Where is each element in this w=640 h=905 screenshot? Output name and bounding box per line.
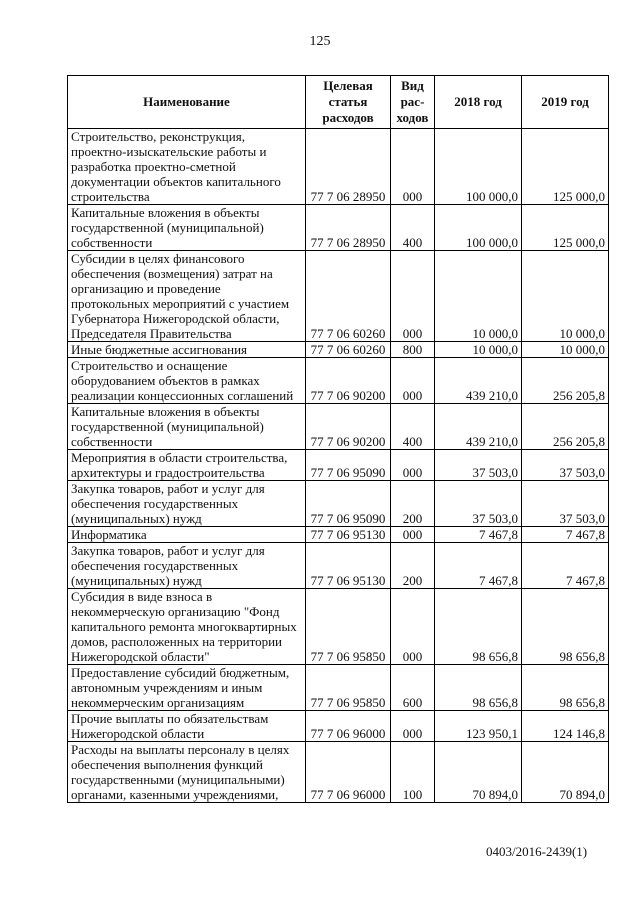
table-row — [68, 205, 609, 251]
cell-2018: 7 467,8 — [435, 527, 522, 543]
cell-2018: 37 503,0 — [435, 450, 522, 481]
cell-2019: 256 205,8 — [522, 358, 609, 404]
cell-2018: 70 894,0 — [435, 742, 522, 803]
header-vid: Вид рас-ходов — [391, 76, 435, 129]
cell-target-code: 77 7 06 28950 — [306, 205, 391, 251]
cell-2018: 123 950,1 — [435, 711, 522, 742]
cell-expense-type: 200 — [391, 481, 435, 527]
cell-target-code: 77 7 06 90200 — [306, 358, 391, 404]
cell-2019: 10 000,0 — [522, 342, 609, 358]
cell-name: Субсидия в виде взноса в некоммерческую организацию "Фонд капитального ремонта многоквартирных домов, расположенных на территории Нижегородской области" — [68, 589, 306, 665]
cell-target-code: 77 7 06 95090 — [306, 450, 391, 481]
cell-name: Расходы на выплаты персоналу в целях обеспечения выполнения функций государственными (муниципальными) органами, казенными учреждениями, — [68, 742, 306, 803]
table-row — [68, 589, 609, 665]
header-name: Наименование — [68, 76, 306, 129]
table-row — [68, 665, 609, 711]
cell-expense-type: 100 — [391, 742, 435, 803]
cell-name: Субсидии в целях финансового обеспечения (возмещения) затрат на организацию и проведение протокольных мероприятий с участием Губернатора Нижегородской области, Председателя Правительства — [68, 251, 306, 342]
cell-2018: 10 000,0 — [435, 342, 522, 358]
table-row — [68, 342, 609, 358]
cell-target-code: 77 7 06 60260 — [306, 342, 391, 358]
cell-2019: 37 503,0 — [522, 481, 609, 527]
cell-2019: 37 503,0 — [522, 450, 609, 481]
cell-expense-type: 000 — [391, 358, 435, 404]
table-row — [68, 543, 609, 589]
table-row — [68, 742, 609, 803]
cell-2018: 439 210,0 — [435, 358, 522, 404]
cell-expense-type: 000 — [391, 711, 435, 742]
cell-name: Иные бюджетные ассигнования — [68, 342, 306, 358]
cell-2019: 7 467,8 — [522, 527, 609, 543]
table-row — [68, 404, 609, 450]
cell-target-code: 77 7 06 28950 — [306, 129, 391, 205]
table-body — [68, 129, 609, 803]
cell-expense-type: 000 — [391, 527, 435, 543]
cell-expense-type: 000 — [391, 251, 435, 342]
cell-2019: 10 000,0 — [522, 251, 609, 342]
cell-name: Закупка товаров, работ и услуг для обеспечения государственных (муниципальных) нужд — [68, 481, 306, 527]
cell-expense-type: 000 — [391, 589, 435, 665]
cell-name: Капитальные вложения в объекты государственной (муниципальной) собственности — [68, 205, 306, 251]
cell-2018: 37 503,0 — [435, 481, 522, 527]
cell-expense-type: 000 — [391, 450, 435, 481]
table-row — [68, 527, 609, 543]
cell-2018: 100 000,0 — [435, 129, 522, 205]
header-code: Целевая статья расходов — [306, 76, 391, 129]
header-2019: 2019 год — [522, 76, 609, 129]
cell-2018: 10 000,0 — [435, 251, 522, 342]
budget-table — [67, 75, 609, 803]
cell-target-code: 77 7 06 60260 — [306, 251, 391, 342]
page-number: 125 — [309, 34, 331, 49]
cell-target-code: 77 7 06 95850 — [306, 589, 391, 665]
cell-2019: 70 894,0 — [522, 742, 609, 803]
cell-2019: 98 656,8 — [522, 589, 609, 665]
table-row — [68, 358, 609, 404]
cell-expense-type: 800 — [391, 342, 435, 358]
cell-name: Закупка товаров, работ и услуг для обеспечения государственных (муниципальных) нужд — [68, 543, 306, 589]
cell-2019: 98 656,8 — [522, 665, 609, 711]
table-row — [68, 129, 609, 205]
header-2018: 2018 год — [435, 76, 522, 129]
cell-2019: 124 146,8 — [522, 711, 609, 742]
cell-2018: 439 210,0 — [435, 404, 522, 450]
cell-name: Строительство и оснащение оборудованием объектов в рамках реализации концессионных соглашений — [68, 358, 306, 404]
cell-expense-type: 200 — [391, 543, 435, 589]
cell-2018: 100 000,0 — [435, 205, 522, 251]
cell-target-code: 77 7 06 95850 — [306, 665, 391, 711]
cell-expense-type: 600 — [391, 665, 435, 711]
table-row — [68, 450, 609, 481]
cell-target-code: 77 7 06 95130 — [306, 543, 391, 589]
cell-2018: 98 656,8 — [435, 665, 522, 711]
cell-target-code: 77 7 06 96000 — [306, 742, 391, 803]
cell-name: Предоставление субсидий бюджетным, автономным учреждениям и иным некоммерческим организациям — [68, 665, 306, 711]
cell-2018: 98 656,8 — [435, 589, 522, 665]
cell-expense-type: 400 — [391, 404, 435, 450]
document-code: 0403/2016-2439(1) — [486, 844, 588, 859]
cell-name: Строительство, реконструкция, проектно-изыскательские работы и разработка проектно-сметной документации объектов капитального строительства — [68, 129, 306, 205]
cell-2019: 7 467,8 — [522, 543, 609, 589]
cell-expense-type: 000 — [391, 129, 435, 205]
table-header-row — [68, 76, 609, 129]
cell-expense-type: 400 — [391, 205, 435, 251]
cell-name: Капитальные вложения в объекты государственной (муниципальной) собственности — [68, 404, 306, 450]
cell-target-code: 77 7 06 95130 — [306, 527, 391, 543]
cell-2019: 125 000,0 — [522, 129, 609, 205]
table-row — [68, 711, 609, 742]
cell-target-code: 77 7 06 95090 — [306, 481, 391, 527]
cell-2018: 7 467,8 — [435, 543, 522, 589]
cell-2019: 125 000,0 — [522, 205, 609, 251]
cell-name: Мероприятия в области строительства, архитектуры и градостроительства — [68, 450, 306, 481]
table-row — [68, 251, 609, 342]
cell-2019: 256 205,8 — [522, 404, 609, 450]
cell-target-code: 77 7 06 96000 — [306, 711, 391, 742]
cell-name: Прочие выплаты по обязательствам Нижегородской области — [68, 711, 306, 742]
table-row — [68, 481, 609, 527]
cell-name: Информатика — [68, 527, 306, 543]
cell-target-code: 77 7 06 90200 — [306, 404, 391, 450]
